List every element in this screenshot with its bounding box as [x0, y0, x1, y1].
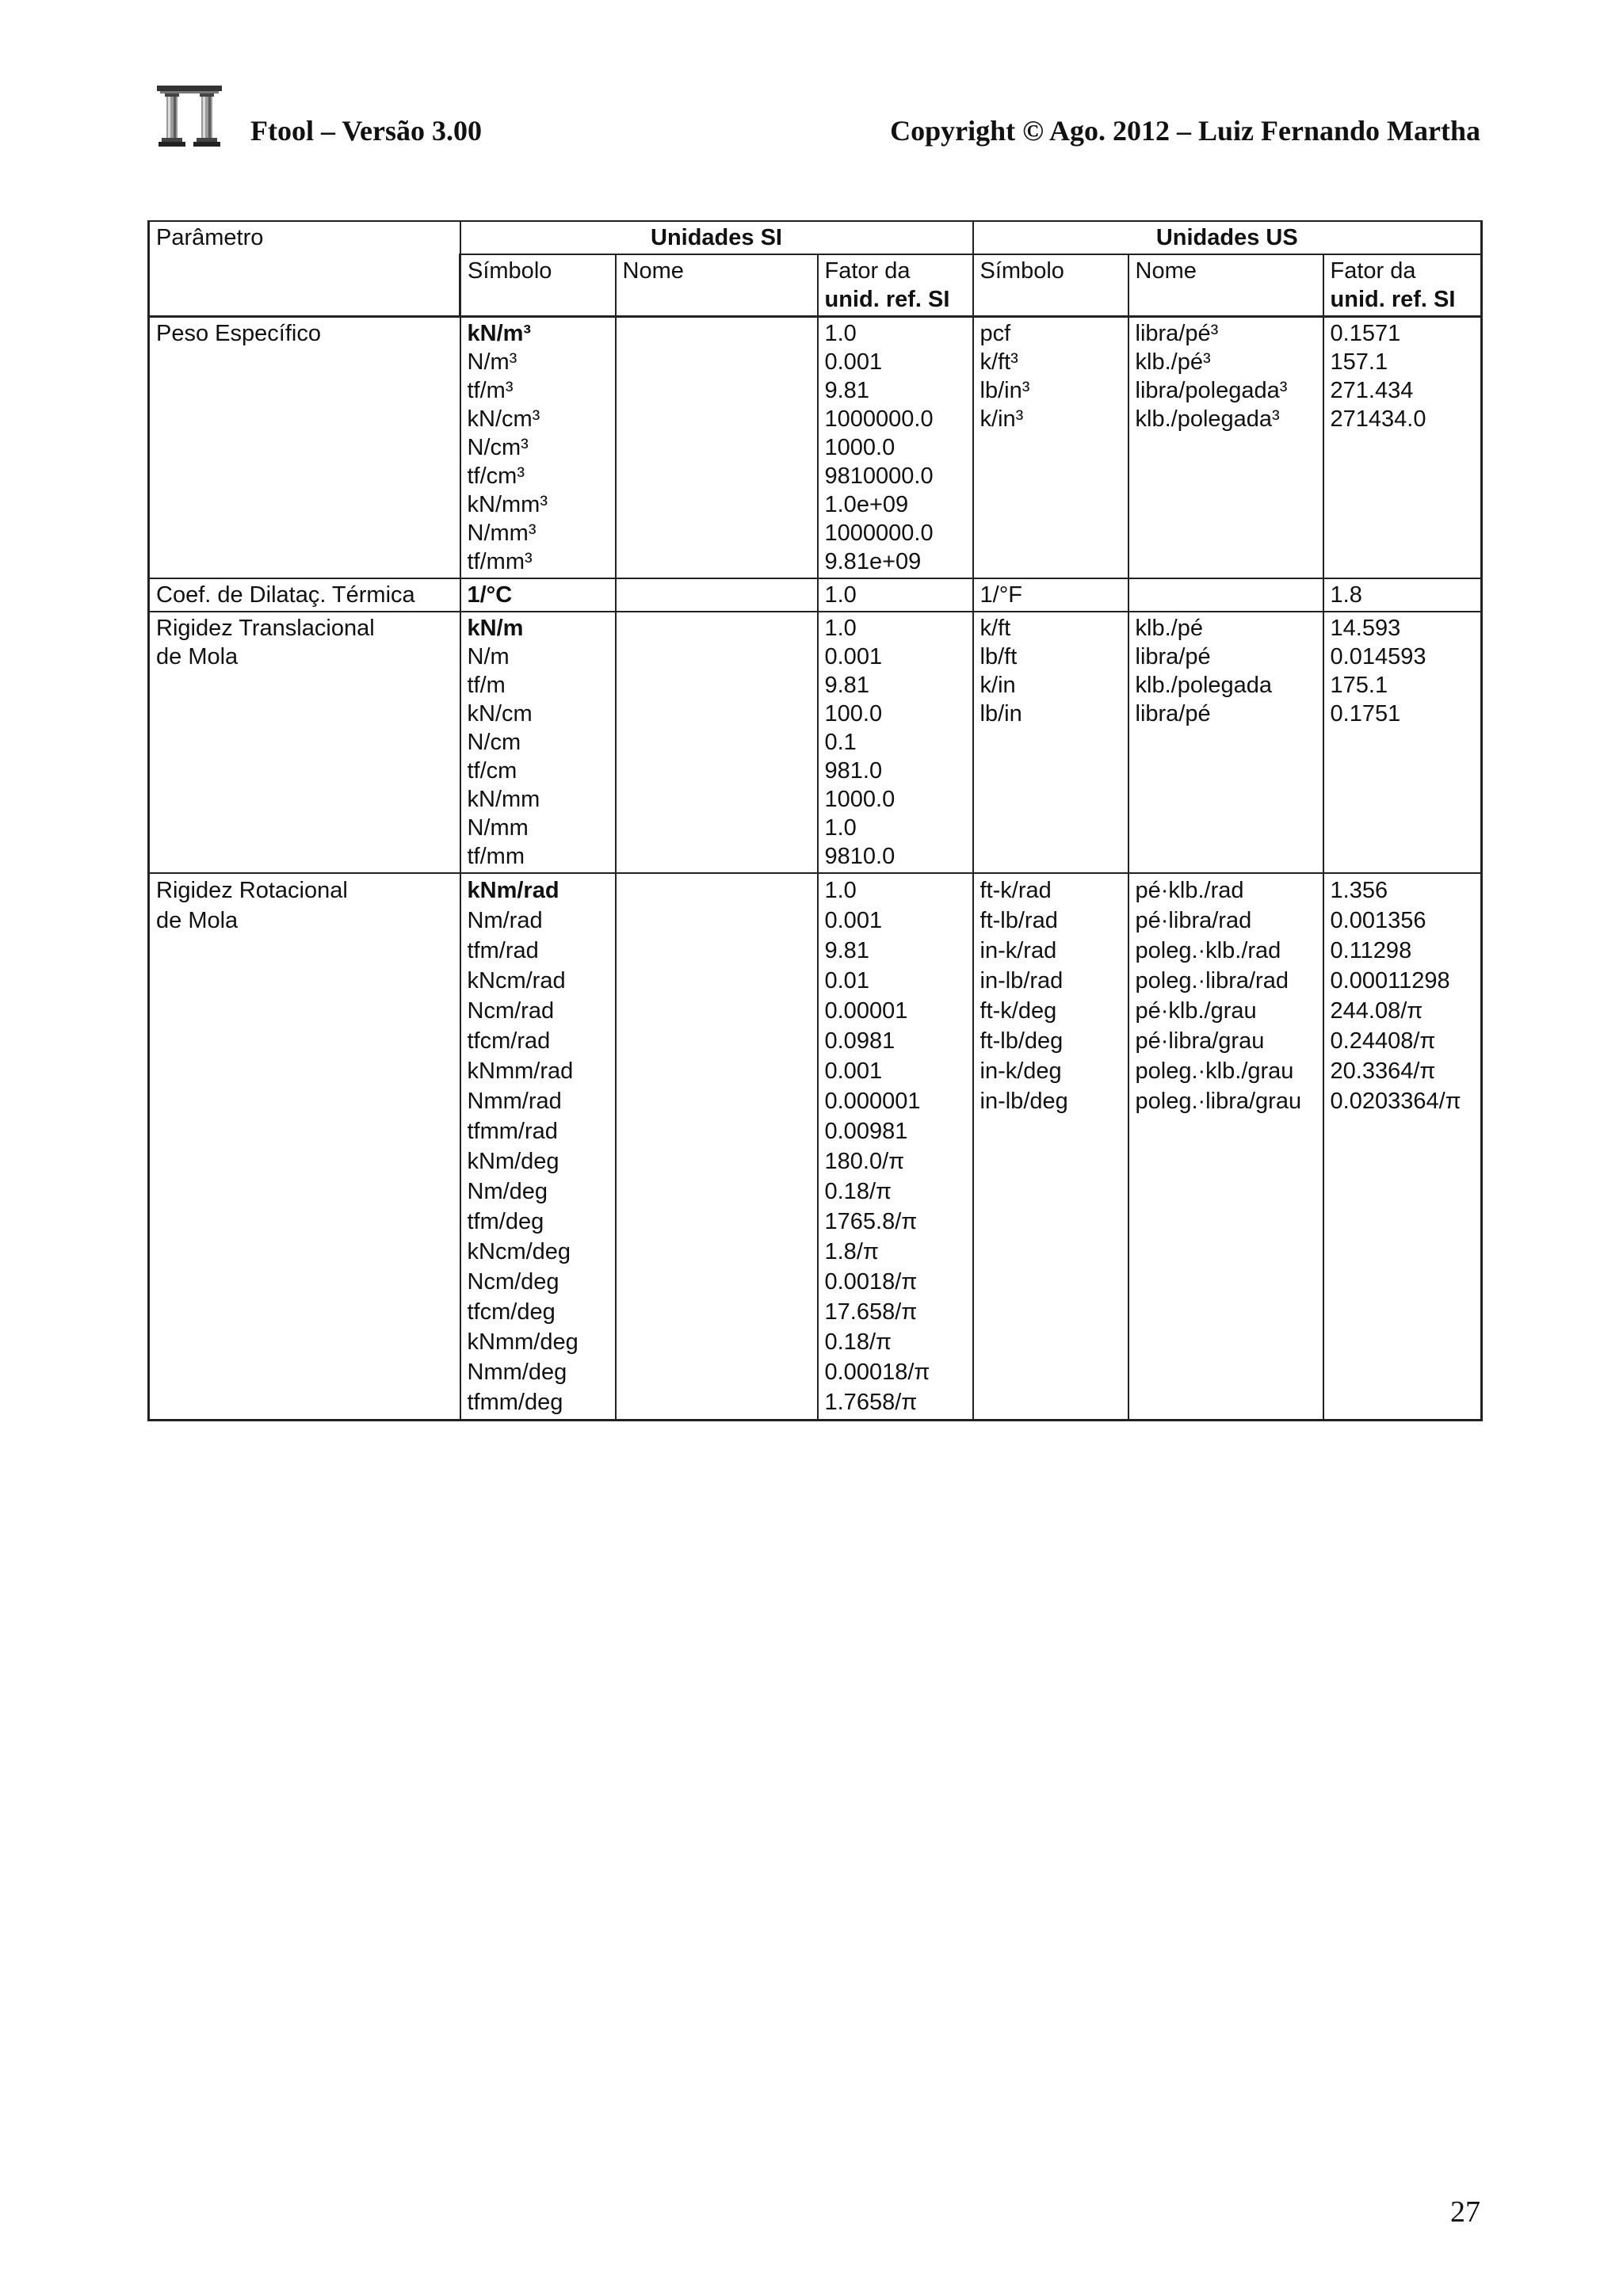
cell-line: 1.0 — [824, 582, 857, 608]
us-symbol-header: Símbolo — [973, 254, 1128, 317]
cell-line: tf/cm³ — [467, 463, 525, 489]
cell-line: in-k/rad — [980, 938, 1057, 963]
cell-line: 1/°C — [467, 582, 513, 608]
cell-line: 0.000001 — [824, 1089, 921, 1114]
cell-line: 1/°F — [980, 582, 1023, 608]
cell-line: N/m — [467, 644, 510, 669]
si-name-cell — [616, 873, 818, 1421]
cell-line: libra/pé³ — [1135, 321, 1219, 346]
cell-line: pé·klb./grau — [1135, 998, 1257, 1024]
cell-line: 1765.8/π — [824, 1209, 918, 1234]
cell-line: tfmm/deg — [467, 1390, 563, 1415]
cell-line: Nmm/deg — [467, 1360, 567, 1385]
cell-line: 0.001 — [824, 349, 883, 375]
cell-line: k/in³ — [980, 406, 1024, 432]
cell-line: 157.1 — [1330, 349, 1388, 375]
cell-line: poleg.·klb./grau — [1135, 1058, 1294, 1084]
cell-line: 1.0 — [824, 616, 857, 641]
cell-line: kN/cm — [467, 701, 533, 727]
cell-line: N/m³ — [467, 349, 517, 375]
si-symbol-header: Símbolo — [460, 254, 616, 317]
cell-line: in-lb/deg — [980, 1089, 1068, 1114]
us-symbol-cell — [973, 873, 1128, 1421]
cell-line: 1000000.0 — [824, 406, 934, 432]
cell-line: tf/m — [467, 673, 506, 698]
us-factor-cell — [1323, 578, 1482, 612]
cell-line: Nmm/rad — [467, 1089, 562, 1114]
cell-line: 0.001356 — [1330, 908, 1426, 933]
cell-line: kNmm/rad — [467, 1058, 574, 1084]
cell-line: kN/m — [467, 616, 524, 641]
cell-line: pé·klb./rad — [1135, 878, 1244, 903]
cell-line: N/cm³ — [467, 435, 529, 460]
si-factor-cell — [818, 612, 973, 873]
cell-line: klb./polegada³ — [1135, 406, 1280, 432]
cell-line: Nm/deg — [467, 1179, 548, 1204]
us-symbol-cell — [973, 317, 1128, 579]
cell-line: 20.3364/π — [1330, 1058, 1436, 1084]
cell-line: lb/ft — [980, 644, 1018, 669]
cell-line: 14.593 — [1330, 616, 1401, 641]
cell-line: Rigidez Rotacional — [156, 878, 348, 903]
cell-line: 1.356 — [1330, 878, 1388, 903]
cell-line: poleg.·klb./rad — [1135, 938, 1281, 963]
cell-line: tfm/deg — [467, 1209, 544, 1234]
us-factor-header — [1323, 254, 1482, 317]
cell-line: kN/m³ — [467, 321, 532, 346]
factor-header-line2: unid. ref. SI — [1330, 287, 1456, 312]
cell-line: 0.00981 — [824, 1119, 908, 1144]
cell-line: 0.18/π — [824, 1329, 892, 1355]
cell-line: libra/polegada³ — [1135, 378, 1288, 403]
cell-line: klb./pé³ — [1135, 349, 1211, 375]
cell-line: 0.11298 — [1330, 938, 1412, 963]
cell-line: N/cm — [467, 730, 521, 755]
cell-line: pé·libra/grau — [1135, 1028, 1265, 1054]
cell-line: kNcm/deg — [467, 1239, 571, 1264]
si-name-cell — [616, 578, 818, 612]
document-title: Ftool – Versão 3.00 — [250, 115, 482, 147]
cell-line: tfcm/rad — [467, 1028, 551, 1054]
cell-line: in-lb/rad — [980, 968, 1064, 994]
us-name-cell — [1128, 578, 1323, 612]
cell-line: ft-k/deg — [980, 998, 1057, 1024]
unit-conversion-table — [147, 220, 1483, 1421]
cell-line: Coef. de Dilataç. Térmica — [156, 582, 415, 608]
cell-line: N/mm³ — [467, 521, 537, 546]
cell-line: libra/pé — [1135, 701, 1211, 727]
cell-line: 100.0 — [824, 701, 883, 727]
cell-line: 0.18/π — [824, 1179, 892, 1204]
si-symbol-cell — [460, 612, 616, 873]
si-name-cell — [616, 612, 818, 873]
cell-line: tfm/rad — [467, 938, 539, 963]
cell-line: 0.00011298 — [1330, 968, 1450, 994]
cell-line: 9.81 — [824, 378, 869, 403]
table-header-row — [149, 221, 1482, 254]
us-factor-cell — [1323, 317, 1482, 579]
cell-line: libra/pé — [1135, 644, 1211, 669]
cell-line: Ncm/rad — [467, 998, 555, 1024]
param-cell — [149, 612, 460, 873]
si-name-cell — [616, 317, 818, 579]
cell-line: 0.001 — [824, 644, 883, 669]
cell-line: tf/m³ — [467, 378, 514, 403]
cell-line: de Mola — [156, 644, 239, 669]
cell-line: tf/mm — [467, 844, 525, 869]
cell-line: 9.81 — [824, 673, 869, 698]
cell-line: 271434.0 — [1330, 406, 1426, 432]
cell-line: k/ft³ — [980, 349, 1018, 375]
cell-line: 0.01 — [824, 968, 869, 994]
cell-line: pcf — [980, 321, 1011, 346]
cell-line: Ncm/deg — [467, 1269, 559, 1295]
cell-line: k/in — [980, 673, 1016, 698]
param-cell — [149, 317, 460, 579]
table-row — [149, 612, 1482, 873]
cell-line: 1.7658/π — [824, 1390, 918, 1415]
cell-line: 9.81 — [824, 938, 869, 963]
cell-line: Nm/rad — [467, 908, 543, 933]
cell-line: 0.0018/π — [824, 1269, 918, 1295]
cell-line: kNcm/rad — [467, 968, 566, 994]
si-factor-cell — [818, 317, 973, 579]
cell-line: de Mola — [156, 908, 239, 933]
cell-line: kN/cm³ — [467, 406, 540, 432]
cell-line: ft-lb/rad — [980, 908, 1058, 933]
cell-line: 17.658/π — [824, 1299, 918, 1325]
cell-line: tf/cm — [467, 758, 517, 784]
us-units-header: Unidades US — [973, 221, 1482, 254]
cell-line: 9.81e+09 — [824, 549, 922, 574]
us-factor-cell — [1323, 612, 1482, 873]
cell-line: tf/mm³ — [467, 549, 533, 574]
cell-line: 9810000.0 — [824, 463, 934, 489]
cell-line: 0.0203364/π — [1330, 1089, 1461, 1114]
cell-line: Peso Específico — [156, 321, 321, 346]
us-symbol-cell — [973, 612, 1128, 873]
cell-line: 244.08/π — [1330, 998, 1423, 1024]
cell-line: kNmm/deg — [467, 1329, 579, 1355]
cell-line: 1.0e+09 — [824, 492, 909, 517]
page-header — [147, 79, 1480, 155]
cell-line: 0.0981 — [824, 1028, 896, 1054]
param-header: Parâmetro — [149, 221, 460, 317]
table-row — [149, 317, 1482, 579]
cell-line: kNm/deg — [467, 1149, 559, 1174]
us-name-cell — [1128, 317, 1323, 579]
param-cell — [149, 873, 460, 1421]
us-symbol-cell — [973, 578, 1128, 612]
si-symbol-cell — [460, 317, 616, 579]
cell-line: poleg.·libra/grau — [1135, 1089, 1302, 1114]
cell-line: 0.001 — [824, 1058, 883, 1084]
cell-line: 0.1751 — [1330, 701, 1401, 727]
column-pillars-icon — [155, 84, 223, 149]
cell-line: 175.1 — [1330, 673, 1388, 698]
page-number: 27 — [1450, 2195, 1480, 2229]
si-factor-header — [818, 254, 973, 317]
cell-line: ft-lb/deg — [980, 1028, 1064, 1054]
cell-line: 271.434 — [1330, 378, 1414, 403]
us-factor-cell — [1323, 873, 1482, 1421]
cell-line: 1.0 — [824, 321, 857, 346]
cell-line: 0.014593 — [1330, 644, 1426, 669]
cell-line: 9810.0 — [824, 844, 896, 869]
cell-line: tfmm/rad — [467, 1119, 558, 1144]
cell-line: 0.001 — [824, 908, 883, 933]
us-name-header: Nome — [1128, 254, 1323, 317]
cell-line: 1.0 — [824, 878, 857, 903]
cell-line: 1000.0 — [824, 435, 896, 460]
cell-line: lb/in — [980, 701, 1022, 727]
cell-line: lb/in³ — [980, 378, 1030, 403]
si-factor-cell — [818, 578, 973, 612]
cell-line: 0.1 — [824, 730, 857, 755]
cell-line: in-k/deg — [980, 1058, 1062, 1084]
cell-line: Rigidez Translacional — [156, 616, 375, 641]
si-symbol-cell — [460, 873, 616, 1421]
cell-line: N/mm — [467, 815, 529, 841]
table-row — [149, 873, 1482, 1421]
cell-line: 1.8 — [1330, 582, 1362, 608]
cell-line: klb./pé — [1135, 616, 1203, 641]
cell-line: 1.8/π — [824, 1239, 879, 1264]
cell-line: pé·libra/rad — [1135, 908, 1252, 933]
cell-line: 0.00001 — [824, 998, 908, 1024]
copyright-notice: Copyright © Ago. 2012 – Luiz Fernando Martha — [890, 115, 1480, 147]
si-units-header: Unidades SI — [460, 221, 973, 254]
cell-line: kN/mm³ — [467, 492, 548, 517]
cell-line: kN/mm — [467, 787, 540, 812]
si-name-header: Nome — [616, 254, 818, 317]
cell-line: 1000.0 — [824, 787, 896, 812]
factor-header-line1: Fator da — [824, 258, 911, 284]
cell-line: 0.00018/π — [824, 1360, 930, 1385]
cell-line: 180.0/π — [824, 1149, 905, 1174]
cell-line: kNm/rad — [467, 878, 559, 903]
cell-line: k/ft — [980, 616, 1011, 641]
cell-line: tfcm/deg — [467, 1299, 556, 1325]
si-symbol-cell — [460, 578, 616, 612]
factor-header-line1: Fator da — [1330, 258, 1416, 284]
cell-line: klb./polegada — [1135, 673, 1273, 698]
cell-line: ft-k/rad — [980, 878, 1052, 903]
param-cell — [149, 578, 460, 612]
cell-line: 0.24408/π — [1330, 1028, 1436, 1054]
cell-line: 1.0 — [824, 815, 857, 841]
cell-line: poleg.·libra/rad — [1135, 968, 1289, 994]
cell-line: 0.1571 — [1330, 321, 1401, 346]
factor-header-line2: unid. ref. SI — [824, 287, 950, 312]
us-name-cell — [1128, 612, 1323, 873]
cell-line: 1000000.0 — [824, 521, 934, 546]
table-row — [149, 578, 1482, 612]
cell-line: 981.0 — [824, 758, 883, 784]
si-factor-cell — [818, 873, 973, 1421]
us-name-cell — [1128, 873, 1323, 1421]
